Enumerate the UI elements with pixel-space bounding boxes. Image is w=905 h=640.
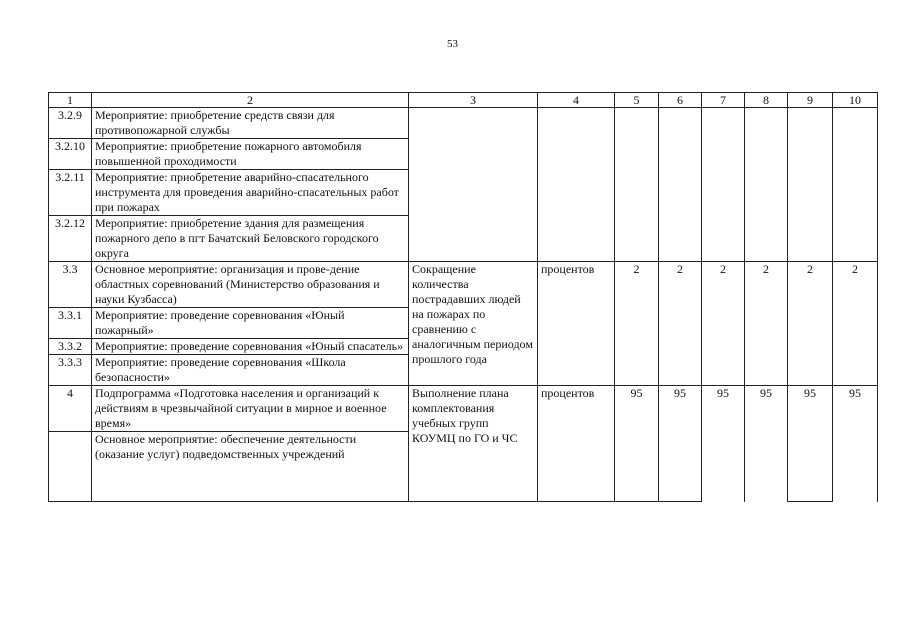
value-cell: 2 [833,262,878,386]
row-name: Мероприятие: приобретение пожарного автомобиля повышенной проходимости [92,139,409,170]
value-cell: 2 [702,262,745,386]
header-cell: 9 [788,93,833,108]
indicator-cell [409,108,538,262]
page-number: 53 [447,38,458,50]
unit-cell: процентов [538,262,615,386]
indicator-cell: Сокращение количества пострадавших людей на пожарах по сравнению с аналогичным периодом прошлого года [409,262,538,386]
row-number: 3.3.1 [49,308,92,339]
value-cell [833,108,878,262]
row-number [49,432,92,502]
header-cell: 1 [49,93,92,108]
header-cell: 2 [92,93,409,108]
indicators-table [48,92,878,502]
row-number: 3.3.3 [49,355,92,386]
row-name: Подпрограмма «Подготовка населения и организаций к действиям в чрезвычайной ситуации в мирное и военное время» [92,386,409,432]
header-cell: 4 [538,93,615,108]
value-cell: 2 [659,262,702,386]
unit-cell: процентов [538,386,615,502]
header-cell: 3 [409,93,538,108]
value-cell: 95 [615,386,659,502]
row-number: 3.3.2 [49,339,92,355]
value-cell: 95 [788,386,833,502]
unit-cell [538,108,615,262]
header-cell: 5 [615,93,659,108]
value-cell: 2 [788,262,833,386]
row-name: Основное мероприятие: организация и прове-дение областных соревнований (Министерство образования и науки Кузбасса) [92,262,409,308]
value-cell [745,108,788,262]
value-cell [659,108,702,262]
header-cell: 6 [659,93,702,108]
value-cell: 95 [833,386,878,502]
value-cell [788,108,833,262]
value-cell: 95 [659,386,702,502]
header-cell: 10 [833,93,878,108]
table-row [49,386,878,432]
row-number: 3.2.11 [49,170,92,216]
indicator-cell: Выполнение плана комплектования учебных групп КОУМЦ по ГО и ЧС [409,386,538,502]
row-number: 3.2.12 [49,216,92,262]
value-cell [615,108,659,262]
table-row [49,108,878,139]
header-cell: 8 [745,93,788,108]
row-name: Основное мероприятие: обеспечение деятельности (оказание услуг) подведомственных учреждений [92,432,409,502]
row-name: Мероприятие: проведение соревнования «Юный пожарный» [92,308,409,339]
row-number: 3.2.10 [49,139,92,170]
row-number: 3.2.9 [49,108,92,139]
value-cell: 2 [615,262,659,386]
row-number: 3.3 [49,262,92,308]
value-cell: 95 [745,386,788,502]
row-name: Мероприятие: проведение соревнования «Юный спасатель» [92,339,409,355]
value-cell: 95 [702,386,745,502]
row-number: 4 [49,386,92,432]
value-cell [702,108,745,262]
header-row [49,93,878,108]
row-name: Мероприятие: проведение соревнования «Школа безопасности» [92,355,409,386]
row-name: Мероприятие: приобретение здания для размещения пожарного депо в пгт Бачатский Беловского городского округа [92,216,409,262]
value-cell: 2 [745,262,788,386]
row-name: Мероприятие: приобретение аварийно-спасательного инструмента для проведения аварийно-спасательных работ при пожарах [92,170,409,216]
header-cell: 7 [702,93,745,108]
table-row [49,262,878,308]
row-name: Мероприятие: приобретение средств связи для противопожарной службы [92,108,409,139]
